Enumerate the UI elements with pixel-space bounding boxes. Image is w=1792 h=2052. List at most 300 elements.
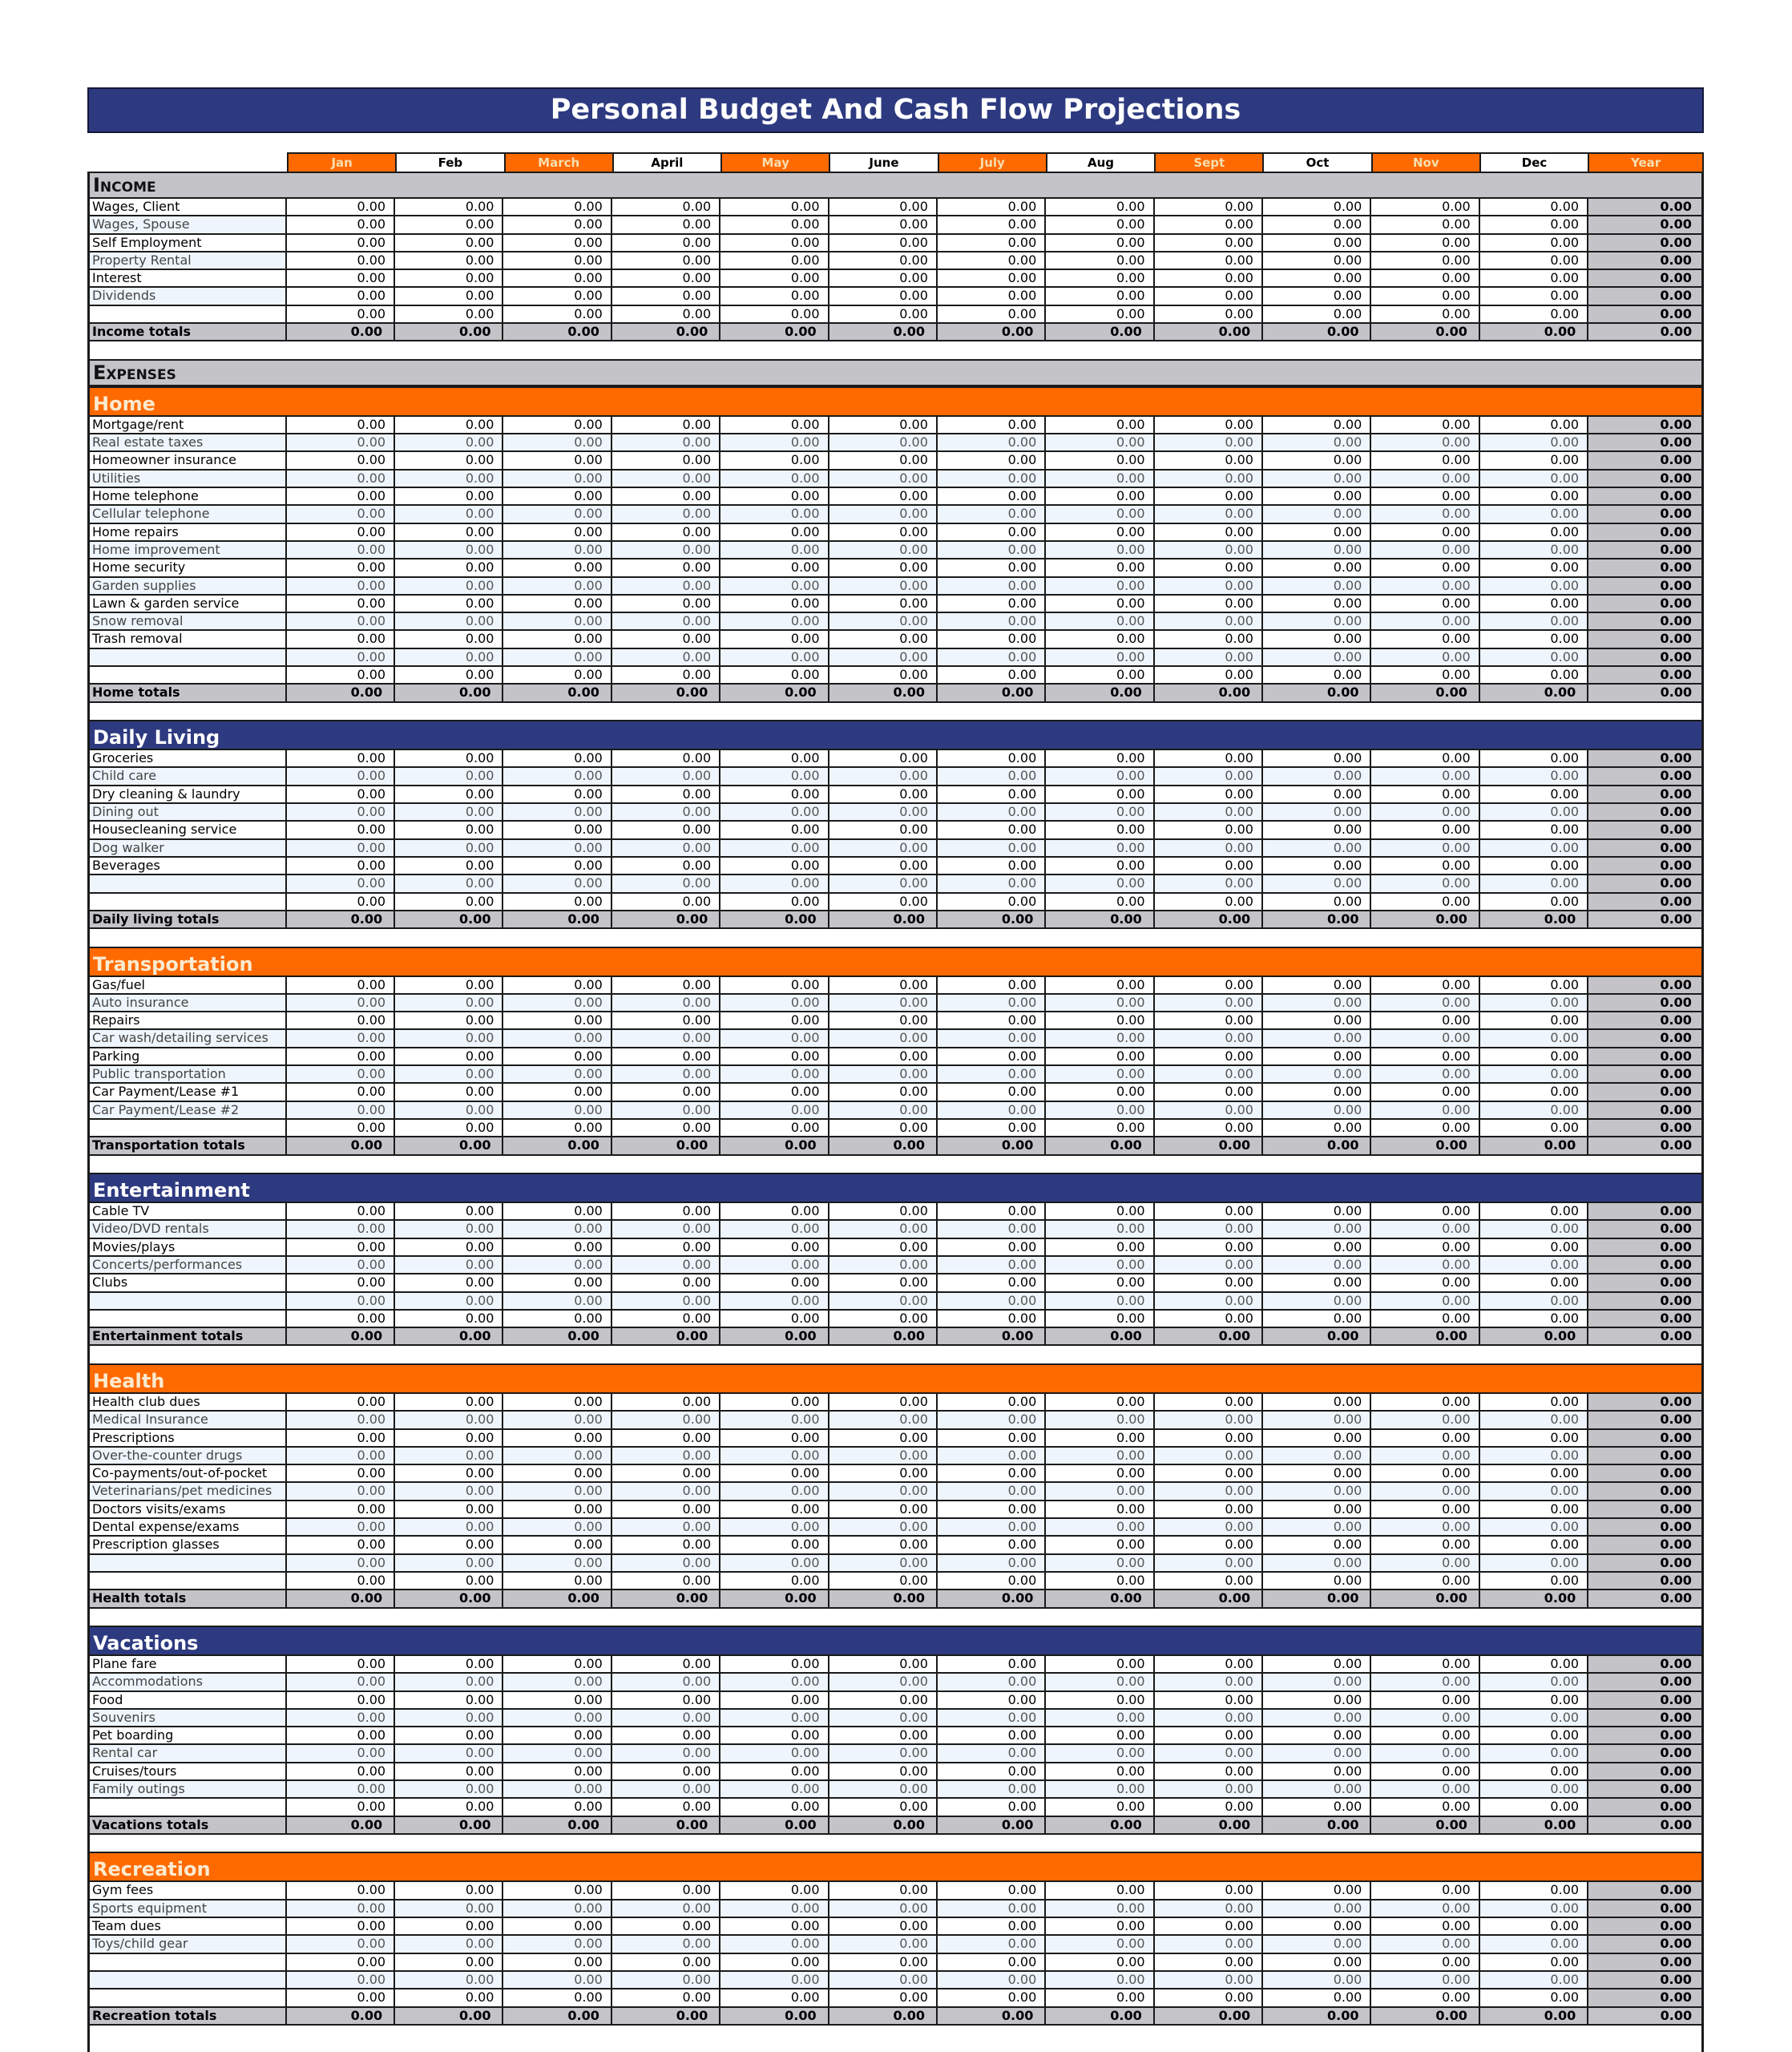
cell-march[interactable]: 0.00 (503, 804, 611, 820)
cell-oct[interactable]: 0.00 (1263, 306, 1371, 322)
cell-sept[interactable]: 0.00 (1155, 840, 1263, 856)
cell-may[interactable]: 0.00 (720, 1972, 829, 1988)
cell-april[interactable]: 0.00 (612, 786, 720, 802)
cell-sept[interactable]: 0.00 (1155, 786, 1263, 802)
cell-jan[interactable]: 0.00 (287, 1936, 395, 1952)
cell-may[interactable]: 0.00 (720, 1799, 829, 1815)
cell-sept[interactable]: 0.00 (1155, 1430, 1263, 1446)
cell-sept[interactable]: 0.00 (1155, 1972, 1263, 1988)
cell-sept[interactable]: 0.00 (1155, 1674, 1263, 1690)
cell-jan[interactable]: 0.00 (287, 270, 395, 286)
cell-aug[interactable]: 0.00 (1046, 1954, 1154, 1970)
cell-dec[interactable]: 0.00 (1480, 1293, 1588, 1309)
cell-jan[interactable]: 0.00 (287, 804, 395, 820)
cell-jan[interactable]: 0.00 (287, 1763, 395, 1779)
cell-nov[interactable]: 0.00 (1371, 1972, 1479, 1988)
cell-may[interactable]: 0.00 (720, 1656, 829, 1672)
cell-april[interactable]: 0.00 (612, 1519, 720, 1535)
cell-sept[interactable]: 0.00 (1155, 1656, 1263, 1672)
cell-feb[interactable]: 0.00 (395, 471, 503, 487)
cell-aug[interactable]: 0.00 (1046, 1448, 1154, 1464)
cell-april[interactable]: 0.00 (612, 1048, 720, 1064)
cell-oct[interactable]: 0.00 (1263, 1030, 1371, 1046)
cell-feb[interactable]: 0.00 (395, 1555, 503, 1571)
cell-july[interactable]: 0.00 (938, 1274, 1046, 1291)
cell-march[interactable]: 0.00 (503, 1102, 611, 1118)
cell-dec[interactable]: 0.00 (1480, 977, 1588, 993)
cell-feb[interactable]: 0.00 (395, 1656, 503, 1672)
cell-jan[interactable]: 0.00 (287, 488, 395, 504)
cell-july[interactable]: 0.00 (938, 1239, 1046, 1255)
cell-aug[interactable]: 0.00 (1046, 1221, 1154, 1237)
cell-aug[interactable]: 0.00 (1046, 1048, 1154, 1064)
cell-aug[interactable]: 0.00 (1046, 1084, 1154, 1100)
cell-july[interactable]: 0.00 (938, 306, 1046, 322)
cell-jan[interactable]: 0.00 (287, 1555, 395, 1571)
row-label[interactable]: Sports equipment (90, 1901, 287, 1917)
cell-dec[interactable]: 0.00 (1480, 822, 1588, 838)
cell-june[interactable]: 0.00 (829, 995, 938, 1011)
row-label[interactable]: Wages, Client (90, 199, 287, 215)
cell-jan[interactable]: 0.00 (287, 631, 395, 647)
cell-march[interactable]: 0.00 (503, 216, 611, 232)
cell-dec[interactable]: 0.00 (1480, 858, 1588, 874)
cell-june[interactable]: 0.00 (829, 649, 938, 665)
cell-june[interactable]: 0.00 (829, 1102, 938, 1118)
cell-march[interactable]: 0.00 (503, 1901, 611, 1917)
cell-dec[interactable]: 0.00 (1480, 1918, 1588, 1934)
cell-april[interactable]: 0.00 (612, 252, 720, 269)
cell-sept[interactable]: 0.00 (1155, 768, 1263, 784)
row-label[interactable]: Interest (90, 270, 287, 286)
row-label[interactable]: Health club dues (90, 1394, 287, 1410)
cell-april[interactable]: 0.00 (612, 858, 720, 874)
cell-june[interactable]: 0.00 (829, 199, 938, 215)
cell-aug[interactable]: 0.00 (1046, 1573, 1154, 1589)
cell-june[interactable]: 0.00 (829, 488, 938, 504)
cell-july[interactable]: 0.00 (938, 1918, 1046, 1934)
cell-dec[interactable]: 0.00 (1480, 1394, 1588, 1410)
cell-jan[interactable]: 0.00 (287, 1120, 395, 1136)
cell-april[interactable]: 0.00 (612, 631, 720, 647)
row-label[interactable]: Wages, Spouse (90, 216, 287, 232)
cell-oct[interactable]: 0.00 (1263, 804, 1371, 820)
cell-feb[interactable]: 0.00 (395, 1239, 503, 1255)
row-label[interactable]: Cable TV (90, 1203, 287, 1219)
cell-jan[interactable]: 0.00 (287, 1239, 395, 1255)
cell-sept[interactable]: 0.00 (1155, 1501, 1263, 1517)
cell-dec[interactable]: 0.00 (1480, 1727, 1588, 1743)
cell-april[interactable]: 0.00 (612, 235, 720, 251)
cell-nov[interactable]: 0.00 (1371, 1882, 1479, 1898)
cell-nov[interactable]: 0.00 (1371, 1710, 1479, 1726)
cell-june[interactable]: 0.00 (829, 1311, 938, 1327)
cell-june[interactable]: 0.00 (829, 750, 938, 766)
row-label[interactable] (90, 1989, 287, 2006)
cell-sept[interactable]: 0.00 (1155, 1311, 1263, 1327)
row-label[interactable]: Cruises/tours (90, 1763, 287, 1779)
cell-aug[interactable]: 0.00 (1046, 1555, 1154, 1571)
cell-dec[interactable]: 0.00 (1480, 875, 1588, 891)
cell-sept[interactable]: 0.00 (1155, 1573, 1263, 1589)
cell-april[interactable]: 0.00 (612, 894, 720, 910)
cell-july[interactable]: 0.00 (938, 1501, 1046, 1517)
cell-june[interactable]: 0.00 (829, 1989, 938, 2006)
cell-feb[interactable]: 0.00 (395, 288, 503, 304)
cell-march[interactable]: 0.00 (503, 1066, 611, 1082)
cell-jan[interactable]: 0.00 (287, 1084, 395, 1100)
cell-july[interactable]: 0.00 (938, 1221, 1046, 1237)
cell-feb[interactable]: 0.00 (395, 1257, 503, 1273)
cell-march[interactable]: 0.00 (503, 270, 611, 286)
cell-nov[interactable]: 0.00 (1371, 596, 1479, 612)
cell-july[interactable]: 0.00 (938, 649, 1046, 665)
cell-oct[interactable]: 0.00 (1263, 1763, 1371, 1779)
cell-nov[interactable]: 0.00 (1371, 1483, 1479, 1499)
row-label[interactable] (90, 1573, 287, 1589)
cell-nov[interactable]: 0.00 (1371, 1311, 1479, 1327)
row-label[interactable]: Car Payment/Lease #2 (90, 1102, 287, 1118)
cell-sept[interactable]: 0.00 (1155, 1394, 1263, 1410)
cell-feb[interactable]: 0.00 (395, 199, 503, 215)
cell-sept[interactable]: 0.00 (1155, 559, 1263, 576)
cell-march[interactable]: 0.00 (503, 1274, 611, 1291)
cell-sept[interactable]: 0.00 (1155, 1066, 1263, 1082)
cell-nov[interactable]: 0.00 (1371, 1412, 1479, 1428)
cell-aug[interactable]: 0.00 (1046, 488, 1154, 504)
cell-march[interactable]: 0.00 (503, 199, 611, 215)
cell-aug[interactable]: 0.00 (1046, 750, 1154, 766)
cell-june[interactable]: 0.00 (829, 786, 938, 802)
cell-jan[interactable]: 0.00 (287, 306, 395, 322)
cell-nov[interactable]: 0.00 (1371, 417, 1479, 433)
cell-july[interactable]: 0.00 (938, 542, 1046, 558)
cell-feb[interactable]: 0.00 (395, 1012, 503, 1028)
cell-june[interactable]: 0.00 (829, 1799, 938, 1815)
cell-jan[interactable]: 0.00 (287, 1483, 395, 1499)
cell-aug[interactable]: 0.00 (1046, 524, 1154, 540)
cell-feb[interactable]: 0.00 (395, 1430, 503, 1446)
cell-june[interactable]: 0.00 (829, 270, 938, 286)
cell-nov[interactable]: 0.00 (1371, 1465, 1479, 1481)
cell-july[interactable]: 0.00 (938, 216, 1046, 232)
cell-oct[interactable]: 0.00 (1263, 1012, 1371, 1028)
cell-jan[interactable]: 0.00 (287, 542, 395, 558)
cell-april[interactable]: 0.00 (612, 488, 720, 504)
row-label[interactable]: Property Rental (90, 252, 287, 269)
row-label[interactable]: Gas/fuel (90, 977, 287, 993)
row-label[interactable]: Groceries (90, 750, 287, 766)
cell-jan[interactable]: 0.00 (287, 1465, 395, 1481)
cell-oct[interactable]: 0.00 (1263, 1501, 1371, 1517)
cell-dec[interactable]: 0.00 (1480, 1465, 1588, 1481)
cell-sept[interactable]: 0.00 (1155, 995, 1263, 1011)
cell-aug[interactable]: 0.00 (1046, 1692, 1154, 1708)
cell-sept[interactable]: 0.00 (1155, 750, 1263, 766)
cell-may[interactable]: 0.00 (720, 1084, 829, 1100)
cell-april[interactable]: 0.00 (612, 1674, 720, 1690)
cell-may[interactable]: 0.00 (720, 252, 829, 269)
cell-feb[interactable]: 0.00 (395, 768, 503, 784)
cell-may[interactable]: 0.00 (720, 1483, 829, 1499)
cell-aug[interactable]: 0.00 (1046, 1674, 1154, 1690)
cell-nov[interactable]: 0.00 (1371, 613, 1479, 629)
cell-april[interactable]: 0.00 (612, 1084, 720, 1100)
cell-dec[interactable]: 0.00 (1480, 1311, 1588, 1327)
cell-oct[interactable]: 0.00 (1263, 1257, 1371, 1273)
cell-march[interactable]: 0.00 (503, 235, 611, 251)
cell-aug[interactable]: 0.00 (1046, 1781, 1154, 1797)
cell-feb[interactable]: 0.00 (395, 1674, 503, 1690)
cell-nov[interactable]: 0.00 (1371, 894, 1479, 910)
cell-june[interactable]: 0.00 (829, 1120, 938, 1136)
cell-oct[interactable]: 0.00 (1263, 1781, 1371, 1797)
cell-march[interactable]: 0.00 (503, 1727, 611, 1743)
cell-aug[interactable]: 0.00 (1046, 216, 1154, 232)
cell-dec[interactable]: 0.00 (1480, 1120, 1588, 1136)
cell-oct[interactable]: 0.00 (1263, 1989, 1371, 2006)
cell-jan[interactable]: 0.00 (287, 1727, 395, 1743)
cell-jan[interactable]: 0.00 (287, 288, 395, 304)
cell-june[interactable]: 0.00 (829, 578, 938, 594)
cell-jan[interactable]: 0.00 (287, 768, 395, 784)
row-label[interactable]: Home security (90, 559, 287, 576)
cell-sept[interactable]: 0.00 (1155, 1120, 1263, 1136)
cell-june[interactable]: 0.00 (829, 1483, 938, 1499)
cell-april[interactable]: 0.00 (612, 1501, 720, 1517)
cell-april[interactable]: 0.00 (612, 1120, 720, 1136)
cell-nov[interactable]: 0.00 (1371, 1989, 1479, 2006)
cell-oct[interactable]: 0.00 (1263, 1221, 1371, 1237)
cell-oct[interactable]: 0.00 (1263, 1448, 1371, 1464)
cell-jan[interactable]: 0.00 (287, 417, 395, 433)
cell-sept[interactable]: 0.00 (1155, 1084, 1263, 1100)
cell-sept[interactable]: 0.00 (1155, 667, 1263, 683)
cell-feb[interactable]: 0.00 (395, 1293, 503, 1309)
cell-july[interactable]: 0.00 (938, 858, 1046, 874)
cell-oct[interactable]: 0.00 (1263, 1066, 1371, 1082)
cell-july[interactable]: 0.00 (938, 613, 1046, 629)
cell-may[interactable]: 0.00 (720, 1066, 829, 1082)
cell-oct[interactable]: 0.00 (1263, 1483, 1371, 1499)
cell-nov[interactable]: 0.00 (1371, 306, 1479, 322)
cell-sept[interactable]: 0.00 (1155, 488, 1263, 504)
cell-dec[interactable]: 0.00 (1480, 1537, 1588, 1553)
row-label[interactable] (90, 894, 287, 910)
row-label[interactable]: Clubs (90, 1274, 287, 1291)
cell-june[interactable]: 0.00 (829, 822, 938, 838)
cell-july[interactable]: 0.00 (938, 804, 1046, 820)
cell-nov[interactable]: 0.00 (1371, 1936, 1479, 1952)
cell-june[interactable]: 0.00 (829, 1573, 938, 1589)
row-label[interactable]: Dry cleaning & laundry (90, 786, 287, 802)
cell-feb[interactable]: 0.00 (395, 524, 503, 540)
cell-june[interactable]: 0.00 (829, 216, 938, 232)
cell-feb[interactable]: 0.00 (395, 786, 503, 802)
cell-april[interactable]: 0.00 (612, 1430, 720, 1446)
cell-nov[interactable]: 0.00 (1371, 1799, 1479, 1815)
cell-aug[interactable]: 0.00 (1046, 596, 1154, 612)
cell-oct[interactable]: 0.00 (1263, 667, 1371, 683)
cell-june[interactable]: 0.00 (829, 1394, 938, 1410)
cell-nov[interactable]: 0.00 (1371, 1745, 1479, 1761)
cell-june[interactable]: 0.00 (829, 1274, 938, 1291)
cell-nov[interactable]: 0.00 (1371, 858, 1479, 874)
cell-may[interactable]: 0.00 (720, 1710, 829, 1726)
cell-may[interactable]: 0.00 (720, 1048, 829, 1064)
cell-jan[interactable]: 0.00 (287, 1972, 395, 1988)
cell-march[interactable]: 0.00 (503, 1030, 611, 1046)
cell-april[interactable]: 0.00 (612, 1448, 720, 1464)
cell-nov[interactable]: 0.00 (1371, 252, 1479, 269)
cell-sept[interactable]: 0.00 (1155, 216, 1263, 232)
cell-may[interactable]: 0.00 (720, 977, 829, 993)
cell-april[interactable]: 0.00 (612, 306, 720, 322)
cell-nov[interactable]: 0.00 (1371, 1901, 1479, 1917)
cell-feb[interactable]: 0.00 (395, 1882, 503, 1898)
cell-june[interactable]: 0.00 (829, 1555, 938, 1571)
cell-may[interactable]: 0.00 (720, 235, 829, 251)
cell-oct[interactable]: 0.00 (1263, 1901, 1371, 1917)
cell-sept[interactable]: 0.00 (1155, 1012, 1263, 1028)
cell-july[interactable]: 0.00 (938, 1989, 1046, 2006)
cell-oct[interactable]: 0.00 (1263, 631, 1371, 647)
cell-feb[interactable]: 0.00 (395, 1954, 503, 1970)
cell-april[interactable]: 0.00 (612, 1989, 720, 2006)
cell-june[interactable]: 0.00 (829, 559, 938, 576)
cell-june[interactable]: 0.00 (829, 1710, 938, 1726)
cell-march[interactable]: 0.00 (503, 488, 611, 504)
cell-july[interactable]: 0.00 (938, 1048, 1046, 1064)
cell-july[interactable]: 0.00 (938, 786, 1046, 802)
cell-nov[interactable]: 0.00 (1371, 506, 1479, 522)
cell-dec[interactable]: 0.00 (1480, 1710, 1588, 1726)
cell-june[interactable]: 0.00 (829, 1901, 938, 1917)
cell-june[interactable]: 0.00 (829, 894, 938, 910)
cell-aug[interactable]: 0.00 (1046, 235, 1154, 251)
cell-jan[interactable]: 0.00 (287, 1430, 395, 1446)
cell-nov[interactable]: 0.00 (1371, 1537, 1479, 1553)
cell-nov[interactable]: 0.00 (1371, 1084, 1479, 1100)
cell-jan[interactable]: 0.00 (287, 1311, 395, 1327)
cell-june[interactable]: 0.00 (829, 768, 938, 784)
cell-sept[interactable]: 0.00 (1155, 1989, 1263, 2006)
cell-june[interactable]: 0.00 (829, 1781, 938, 1797)
cell-jan[interactable]: 0.00 (287, 995, 395, 1011)
cell-march[interactable]: 0.00 (503, 1799, 611, 1815)
cell-june[interactable]: 0.00 (829, 1203, 938, 1219)
cell-aug[interactable]: 0.00 (1046, 1710, 1154, 1726)
cell-sept[interactable]: 0.00 (1155, 1519, 1263, 1535)
cell-june[interactable]: 0.00 (829, 1954, 938, 1970)
row-label[interactable]: Souvenirs (90, 1710, 287, 1726)
cell-aug[interactable]: 0.00 (1046, 270, 1154, 286)
cell-july[interactable]: 0.00 (938, 1537, 1046, 1553)
cell-oct[interactable]: 0.00 (1263, 894, 1371, 910)
cell-feb[interactable]: 0.00 (395, 1448, 503, 1464)
cell-feb[interactable]: 0.00 (395, 252, 503, 269)
cell-may[interactable]: 0.00 (720, 1239, 829, 1255)
cell-april[interactable]: 0.00 (612, 840, 720, 856)
cell-aug[interactable]: 0.00 (1046, 631, 1154, 647)
row-label[interactable]: Snow removal (90, 613, 287, 629)
cell-dec[interactable]: 0.00 (1480, 1799, 1588, 1815)
cell-nov[interactable]: 0.00 (1371, 1048, 1479, 1064)
cell-may[interactable]: 0.00 (720, 1692, 829, 1708)
cell-june[interactable]: 0.00 (829, 1674, 938, 1690)
cell-nov[interactable]: 0.00 (1371, 822, 1479, 838)
cell-dec[interactable]: 0.00 (1480, 524, 1588, 540)
cell-july[interactable]: 0.00 (938, 631, 1046, 647)
cell-nov[interactable]: 0.00 (1371, 235, 1479, 251)
cell-feb[interactable]: 0.00 (395, 1394, 503, 1410)
cell-june[interactable]: 0.00 (829, 1727, 938, 1743)
cell-nov[interactable]: 0.00 (1371, 199, 1479, 215)
cell-oct[interactable]: 0.00 (1263, 1084, 1371, 1100)
cell-march[interactable]: 0.00 (503, 1239, 611, 1255)
row-label[interactable]: Pet boarding (90, 1727, 287, 1743)
cell-sept[interactable]: 0.00 (1155, 596, 1263, 612)
cell-nov[interactable]: 0.00 (1371, 1293, 1479, 1309)
cell-may[interactable]: 0.00 (720, 667, 829, 683)
cell-oct[interactable]: 0.00 (1263, 1972, 1371, 1988)
cell-jan[interactable]: 0.00 (287, 216, 395, 232)
cell-april[interactable]: 0.00 (612, 1293, 720, 1309)
cell-aug[interactable]: 0.00 (1046, 1656, 1154, 1672)
cell-jan[interactable]: 0.00 (287, 613, 395, 629)
cell-may[interactable]: 0.00 (720, 471, 829, 487)
cell-june[interactable]: 0.00 (829, 417, 938, 433)
cell-jan[interactable]: 0.00 (287, 840, 395, 856)
cell-may[interactable]: 0.00 (720, 1221, 829, 1237)
cell-dec[interactable]: 0.00 (1480, 1239, 1588, 1255)
cell-march[interactable]: 0.00 (503, 542, 611, 558)
cell-feb[interactable]: 0.00 (395, 578, 503, 594)
cell-june[interactable]: 0.00 (829, 1293, 938, 1309)
cell-may[interactable]: 0.00 (720, 306, 829, 322)
cell-june[interactable]: 0.00 (829, 1239, 938, 1255)
cell-march[interactable]: 0.00 (503, 524, 611, 540)
cell-may[interactable]: 0.00 (720, 1901, 829, 1917)
cell-nov[interactable]: 0.00 (1371, 1257, 1479, 1273)
cell-dec[interactable]: 0.00 (1480, 306, 1588, 322)
cell-march[interactable]: 0.00 (503, 1394, 611, 1410)
cell-feb[interactable]: 0.00 (395, 804, 503, 820)
cell-feb[interactable]: 0.00 (395, 1727, 503, 1743)
cell-dec[interactable]: 0.00 (1480, 1674, 1588, 1690)
cell-june[interactable]: 0.00 (829, 288, 938, 304)
cell-aug[interactable]: 0.00 (1046, 1483, 1154, 1499)
cell-oct[interactable]: 0.00 (1263, 1519, 1371, 1535)
cell-oct[interactable]: 0.00 (1263, 471, 1371, 487)
cell-april[interactable]: 0.00 (612, 1311, 720, 1327)
cell-dec[interactable]: 0.00 (1480, 1257, 1588, 1273)
cell-aug[interactable]: 0.00 (1046, 649, 1154, 665)
cell-april[interactable]: 0.00 (612, 596, 720, 612)
cell-aug[interactable]: 0.00 (1046, 1066, 1154, 1082)
cell-april[interactable]: 0.00 (612, 1763, 720, 1779)
cell-march[interactable]: 0.00 (503, 1692, 611, 1708)
cell-feb[interactable]: 0.00 (395, 1066, 503, 1082)
cell-nov[interactable]: 0.00 (1371, 1656, 1479, 1672)
cell-dec[interactable]: 0.00 (1480, 1972, 1588, 1988)
cell-march[interactable]: 0.00 (503, 1763, 611, 1779)
cell-july[interactable]: 0.00 (938, 1448, 1046, 1464)
cell-july[interactable]: 0.00 (938, 471, 1046, 487)
cell-aug[interactable]: 0.00 (1046, 875, 1154, 891)
cell-nov[interactable]: 0.00 (1371, 995, 1479, 1011)
row-label[interactable]: Medical Insurance (90, 1412, 287, 1428)
